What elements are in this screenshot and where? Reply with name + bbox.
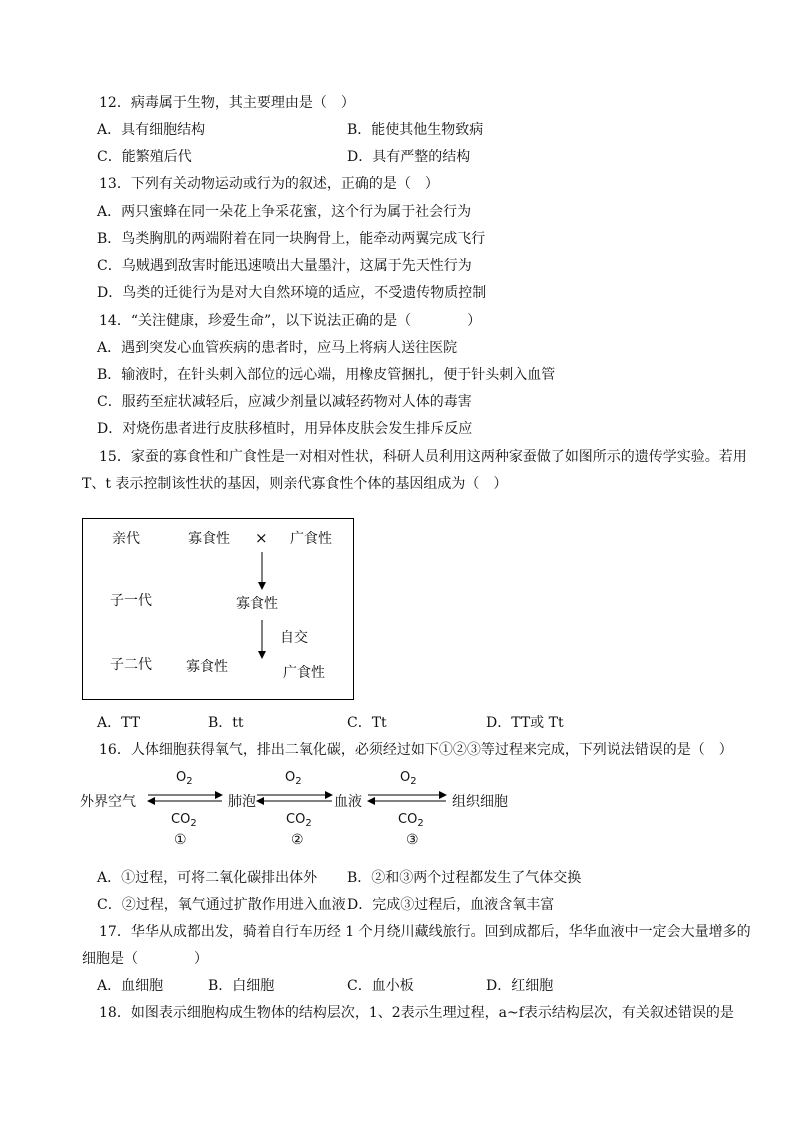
node-outside-air: 外界空气 bbox=[80, 794, 136, 810]
f1-generation-label: 子一代 bbox=[110, 593, 152, 609]
q15-option-d: D．TT或 Tt bbox=[486, 715, 564, 731]
q16-option-c: C．②过程，氧气通过扩散作用进入血液 bbox=[97, 897, 346, 913]
parent-left-trait: 寡食性 bbox=[188, 531, 230, 547]
step-2-marker: ② bbox=[291, 832, 304, 848]
q13-option-d: D．鸟类的迁徙行为是对大自然环境的适应，不受遗传物质控制 bbox=[97, 285, 487, 301]
node-tissue-cells: 组织细胞 bbox=[452, 794, 508, 810]
q13-option-a: A．两只蜜蜂在同一朵花上争采花蜜，这个行为属于社会行为 bbox=[97, 204, 472, 220]
q12-option-a: A．具有细胞结构 bbox=[97, 122, 206, 138]
q16-option-d: D．完成③过程后，血液含氧丰富 bbox=[347, 897, 555, 913]
node-alveoli: 肺泡 bbox=[228, 794, 256, 810]
q17-option-a: A．血细胞 bbox=[97, 978, 164, 994]
parent-right-trait: 广食性 bbox=[290, 531, 332, 547]
q17-option-c: C．血小板 bbox=[347, 978, 414, 994]
f1-trait: 寡食性 bbox=[236, 596, 278, 612]
q16-option-b: B．②和③两个过程都发生了气体交换 bbox=[347, 870, 582, 886]
q17-option-b: B．白细胞 bbox=[208, 978, 275, 994]
o2-label-3: $O_2$ bbox=[400, 770, 417, 787]
q15-option-b: B．tt bbox=[208, 715, 244, 731]
q14-stem: 14．“关注健康，珍爱生命”，以下说法正确的是（ ） bbox=[99, 313, 482, 329]
q12-option-d: D．具有严整的结构 bbox=[347, 149, 471, 165]
co2-label-2: $CO_2$ bbox=[286, 812, 312, 829]
f2-left-trait: 寡食性 bbox=[186, 659, 228, 675]
q16-option-a: A．①过程，可将二氧化碳排出体外 bbox=[97, 870, 318, 886]
o2-label-1: $O_2$ bbox=[176, 770, 193, 787]
step-1-marker: ① bbox=[174, 832, 187, 848]
q18-stem: 18．如图表示细胞构成生物体的结构层次，1、2表示生理过程，a~f表示结构层次，有关叙述错误的是 bbox=[99, 1005, 734, 1021]
co2-label-1: $CO_2$ bbox=[171, 812, 197, 829]
q17-stem-line2: 细胞是（ ） bbox=[82, 951, 208, 967]
q15-stem-line1: 15．家蚕的寡食性和广食性是一对相对性状，科研人员利用这两种家蚕做了如图所示的遗传学实验。若用 bbox=[99, 449, 747, 465]
q12-stem: 12．病毒属于生物，其主要理由是（ ） bbox=[99, 95, 355, 111]
q13-option-c: C．乌贼遇到敌害时能迅速喷出大量墨汁，这属于先天性行为 bbox=[97, 258, 472, 274]
o2-label-2: $O_2$ bbox=[285, 770, 302, 787]
q12-option-b: B．能使其他生物致病 bbox=[347, 122, 484, 138]
f2-generation-label: 子二代 bbox=[110, 657, 152, 673]
selfing-label: 自交 bbox=[280, 630, 308, 646]
q13-stem: 13．下列有关动物运动或行为的叙述，正确的是（ ） bbox=[99, 176, 439, 192]
cross-symbol: × bbox=[255, 529, 268, 547]
q14-option-b: B．输液时，在针头刺入部位的远心端，用橡皮管捆扎，便于针头刺入血管 bbox=[97, 367, 556, 383]
step-3-marker: ③ bbox=[406, 832, 419, 848]
q15-option-c: C．Tt bbox=[347, 715, 387, 731]
parent-generation-label: 亲代 bbox=[112, 531, 140, 547]
q16-stem: 16．人体细胞获得氧气，排出二氧化碳，必须经过如下①②③等过程来完成，下列说法错误的是（ ） bbox=[99, 742, 733, 758]
q14-option-d: D．对烧伤患者进行皮肤移植时，用异体皮肤会发生排斥反应 bbox=[97, 421, 473, 437]
q13-option-b: B．鸟类胸肌的两端附着在同一块胸骨上，能牵动两翼完成飞行 bbox=[97, 231, 486, 247]
q15-stem-line2: T、t 表示控制该性状的基因，则亲代寡食性个体的基因组成为（ ） bbox=[82, 476, 508, 492]
q14-option-c: C．服药至症状减轻后，应减少剂量以减轻药物对人体的毒害 bbox=[97, 394, 472, 410]
q12-option-c: C．能繁殖后代 bbox=[97, 149, 192, 165]
q14-option-a: A．遇到突发心血管疾病的患者时，应马上将病人送往医院 bbox=[97, 340, 458, 356]
co2-label-3: $CO_2$ bbox=[398, 812, 424, 829]
f2-right-trait: 广食性 bbox=[283, 665, 325, 681]
q17-option-d: D．红细胞 bbox=[486, 978, 554, 994]
node-blood: 血液 bbox=[334, 794, 362, 810]
q17-stem-line1: 17．华华从成都出发，骑着自行车历经 1 个月绕川藏线旅行。回到成都后，华华血液中一定会大量增多的 bbox=[99, 924, 751, 940]
q15-option-a: A．TT bbox=[97, 715, 141, 731]
